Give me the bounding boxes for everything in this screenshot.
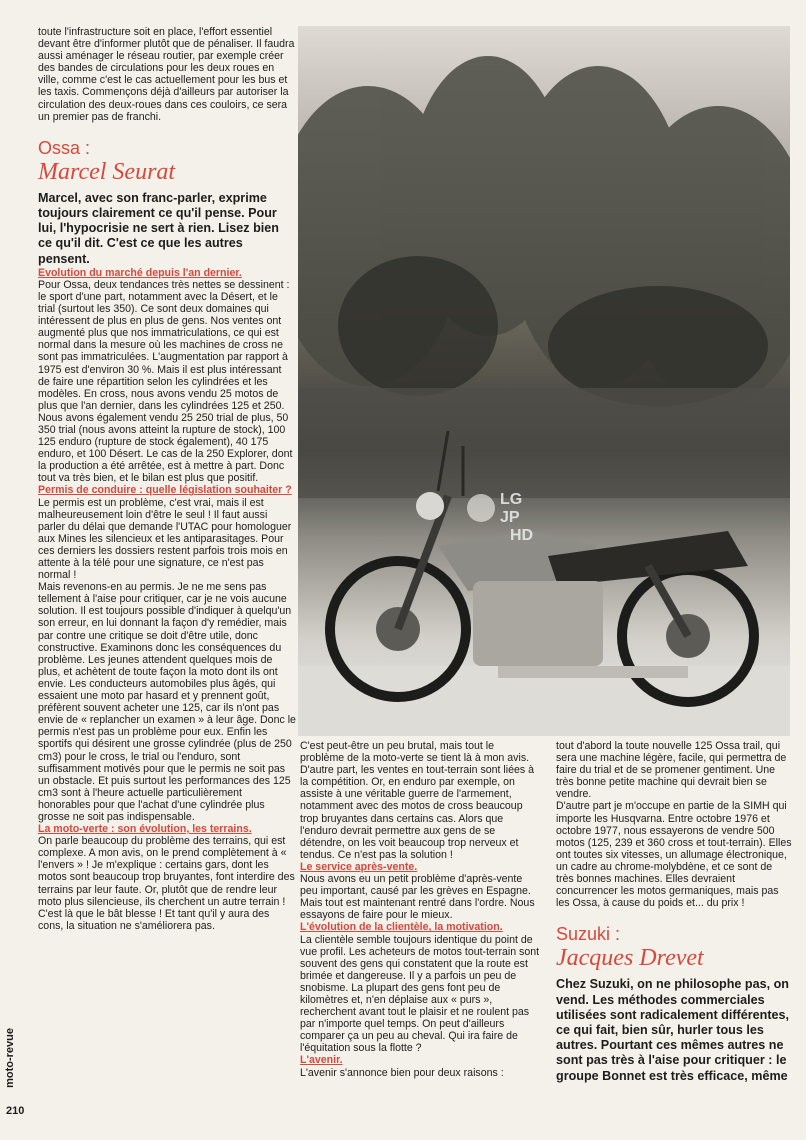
text-moto-verte-2: C'est peut-être un peu brutal, mais tout le problème de la moto-verte se tient là à mon avis. <box>300 740 530 765</box>
watermark-line-3: HD <box>510 527 534 544</box>
subheading-evolution-marche: Evolution du marché depuis l'an dernier. <box>38 266 242 279</box>
text-clientele: La clientèle semble toujours identique du point de vue profil. Les acheteurs de motos tout-terrain sont souvent des gens qui constatent que la route est brimée et dangereuse. Il y a parfois un peu de snobisme. La plupart des gens font peu de kilomètres et, n'en déplaise aux « purs », recherchent avant tout le plaisir et ne roulent pas par n'importe quel temps. On peut d'ailleurs comparer ça un peu au cheval. Qui ira faire de l'équitation sous la flotte ? <box>300 933 540 1055</box>
motorcycle-photo <box>298 26 790 736</box>
column-left <box>38 26 296 932</box>
subheading-clientele: L'évolution de la clientèle, la motivation. <box>300 921 503 934</box>
ossa-brand-heading: Ossa : <box>38 137 91 158</box>
text-permis-2: Mais revenons-en au permis. Je ne me sens pas tellement à l'aise pour critiquer, car je ne vois aucune solution. Il est toujours possible d'indiquer à quelqu'un son erreur, en lui donnant la façon d'y remédier, mais par contre une critique se doit d'être utile, donc constructive. Examinons donc les conséquences du problème. Les jeunes attendent quelques mois de plus, et achètent de toute façon la moto dont ils ont envie. Les conducteurs automobiles plus âgés, qui essaient une moto par hasard et y prennent goût, préfèrent souvent acheter une 125, car ils n'ont pas envie de « replancher un examen » à leur âge. Donc le permis n'est pas un problème pour eux. Enfin les sportifs qui désirent une grosse cylindrée (plus de 250 cm3) pour le cross, le trial ou l'enduro, sont suffisamment motivés pour que le permis ne soit pas un obstacle. Et puis surtout les performances des 125 cm3 sont à l'heure actuelle particulièrement honorables pour que l'achat d'une cylindrée plus grosse ne soit pas indispensable. <box>38 581 296 823</box>
subheading-permis: Permis de conduire : quelle législation souhaiter ? <box>38 484 292 497</box>
paragraph-moto-verte <box>38 823 296 932</box>
text-moto-verte-3: D'autre part, les ventes en tout-terrain sont liées à la compétition. Or, en enduro par exemple, on assiste à une véritable guerre de l'armement, notamment avec des motos de cross beaucoup trop bruyantes dans certains cas. Alors que l'enduro devrait permettre aux gens de se détendre, on les voit beaucoup trop nerveux et tendus. Ce n'est pas la solution ! <box>300 764 535 861</box>
intro-paragraph: toute l'infrastructure soit en place, l'effort essentiel devant être d'informer plutôt que de pénaliser. Il faudra aussi aménager le réseau routier, par exemple créer des bandes de circulations pour les deux roues en ville, comme c'est le cas actuellement pour les bus et les taxis. Commençons déjà d'ailleurs par autoriser la circulation des deux-roues dans ces couloirs, ce sera un premier pas de franchi. <box>38 26 295 123</box>
ossa-person-name: Marcel Seurat <box>38 158 176 185</box>
paragraph-sav <box>300 861 540 921</box>
paragraph-avenir <box>300 1054 540 1078</box>
paragraph-permis <box>38 484 296 581</box>
subheading-avenir: L'avenir. <box>300 1054 343 1067</box>
text-moto-verte-1: On parle beaucoup du problème des terrains, qui est complexe. A mon avis, on le prend complètement à « l'envers » ! Je m'explique : certains gars, dont les motos sont beaucoup trop bruyantes, font interdire des terrains par leur faute. Or, plutôt que de rendre leur moto plus silencieuse, ils cherchent un autre terrain ! C'est là que le bât blesse ! Et tant qu'il y aura des cons, la situation ne s'améliorera pas. <box>38 835 295 932</box>
watermark-line-1: LG <box>500 491 523 508</box>
suzuki-brand-heading: Suzuki : <box>556 924 621 945</box>
subheading-moto-verte: La moto-verte : son évolution, les terrains. <box>38 823 252 836</box>
text-avenir-2: tout d'abord la toute nouvelle 125 Ossa trail, qui sera une machine légère, facile, qui permettra de faire du trial et de se promener gentiment. Une très bonne petite machine qui devrait bien se vendre. <box>556 740 787 801</box>
text-sav: Nous avons eu un petit problème d'après-vente peu important, causé par les grèves en Espagne. Mais tout est maintenant rentré dans l'ordre. Nous essayons de faire pour le mieux. <box>300 873 535 922</box>
column-middle <box>300 740 540 1079</box>
paragraph-clientele <box>300 921 540 1054</box>
motorcycle-photo-art <box>298 26 790 736</box>
text-avenir-3: D'autre part je m'occupe en partie de la SIMH qui importe les Husqvarna. Entre octobre 1976 et octobre 1977, nous essayerons de vendre 500 motos (125, 239 et 360 cross et tout-terrain). Elles ont toutes six vitesses, un allumage électronique, un cadre au chrome-molybdène, et ce sont de très bonnes machines. Elles devraient concurrencer les motos germaniques, mais pas les Ossa, à cause du poids et... du prix ! <box>556 800 792 910</box>
text-avenir-1: L'avenir s'annonce bien pour deux raisons : <box>300 1066 504 1079</box>
suzuki-person-name: Jacques Drevet <box>556 945 704 972</box>
ossa-lead-paragraph: Marcel, avec son franc-parler, exprime toujours clairement ce qu'il pense. Pour lui, l'hypocrisie ne sert à rien. Lisez bien ce qu'il dit. C'est ce que les autres pensent. <box>38 190 279 266</box>
subheading-sav: Le service après-vente. <box>300 860 418 873</box>
suzuki-lead-paragraph: Chez Suzuki, on ne philosophe pas, on vend. Les méthodes commerciales utilisées sont radicalement différentes, ce qui fait, bien sûr, hurler tous les autres. Pourtant ces mêmes autres ne sont pas très à l'aise pour critiquer : le groupe Bonnet est très efficace, même <box>556 977 790 1083</box>
column-right <box>556 740 792 1084</box>
watermark-line-2: JP <box>500 509 520 526</box>
page-number: 210 <box>6 1105 25 1117</box>
paragraph-evolution-marche <box>38 267 296 485</box>
magazine-side-label: moto-revue <box>4 1028 16 1088</box>
text-evolution-marche: Pour Ossa, deux tendances très nettes se dessinent : le sport d'une part, notamment avec la Désert, et le trial (surtout les 350). Ce sont deux domaines qui intéressent de plus en plus de gens. Nos ventes ont augmenté plus que nos immatriculations, ce qui est normal dans la mesure où les machines de cross ne sont pas immatriculées. L'augmentation par rapport à 1975 est d'environ 30 %. Mais il est plus intéressant de faire une répartition selon les cylindrées et les modèles. En cross, nous avons vendu 25 motos de plus que l'an dernier, dans les cylindrées 125 et 250. Nous avons également vendu 25 250 trial de plus, 50 350 trial (nous avons atteint la rupture de stock), 100 125 enduro (rupture de stock également), 40 175 enduro, et 100 Désert. Le cas de la 250 Explorer, dont la production a été arrêtée, est à mettre à part. Donc tout va très bien, et le bilan est plus que positif. <box>38 278 293 485</box>
text-permis-1: Le permis est un problème, c'est vrai, mais il est malheureusement loin d'être le seul ! Il faut aussi parler du délai que demande l'UTAC pour homologuer aux Mines les silencieux et les antiparasitages. Pour ces derniers les dossiers restent parfois trois mois en attente à la télé pour une signature, ce n'est pas normal ! <box>38 496 292 582</box>
